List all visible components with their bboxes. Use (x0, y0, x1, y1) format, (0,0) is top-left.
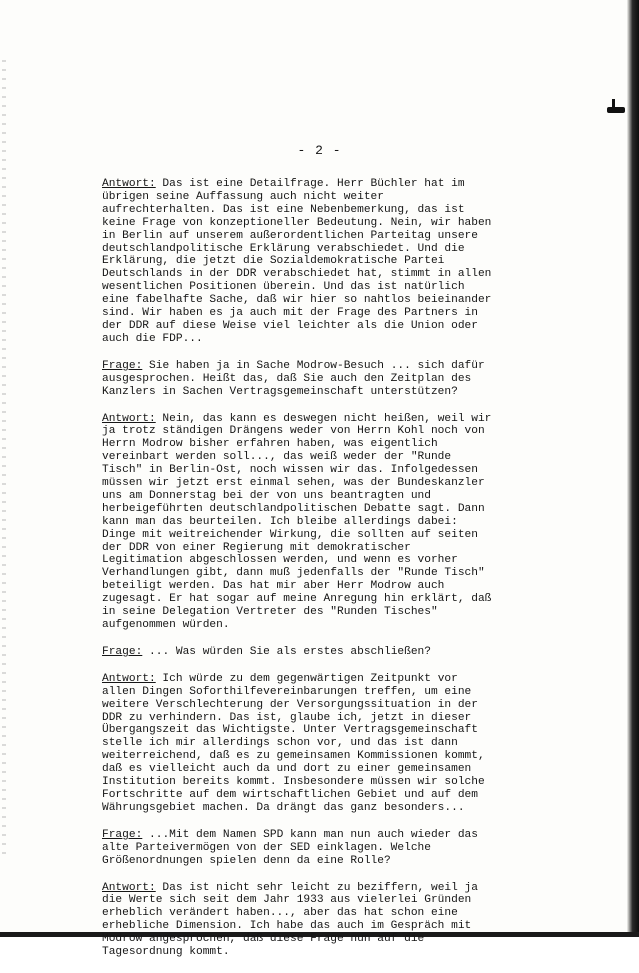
text-line: Tagesordnung kommt. (102, 946, 230, 959)
text-line: allen Dingen Soforthilfevereinbarungen treffen, um eine (102, 685, 472, 698)
page-number: - 2 - (297, 143, 342, 158)
text-line: erhebliche Dimension. Ich habe das auch im Gespräch mit (102, 920, 472, 933)
scan-ink-mark (607, 107, 625, 113)
text-line (102, 646, 524, 659)
paragraph-first-line-text: ...Mit dem Namen SPD kann man nun auch wieder das (142, 828, 478, 841)
text-line: Verhandlungen gibt, dann muß jedenfalls der "Runde Tisch" (102, 567, 485, 580)
text-line: aufrechterhalten. Das ist eine Nebenbemerkung, das ist (102, 203, 465, 216)
text-line: ja trotz ständigen Drängens weder von Herrn Kohl noch von (102, 425, 485, 438)
answer-paragraph (102, 178, 524, 346)
question-label: Frage: (102, 359, 143, 372)
answer-label: Antwort: (102, 672, 156, 685)
scan-left-edge-artifact (2, 60, 6, 860)
text-line: stelle ich mir allerdings schon vor, und das ist dann (102, 737, 458, 750)
text-line: Herrn Modrow bisher erfahren haben, was eigentlich (102, 438, 438, 451)
question-paragraph (102, 829, 524, 868)
answer-paragraph (102, 413, 524, 632)
text-line (102, 882, 524, 895)
question-paragraph (102, 646, 524, 659)
answer-label: Antwort: (102, 178, 156, 190)
text-line: in Berlin auf unserem außerordentlichen Parteitag unsere (102, 229, 478, 242)
text-line: in seine Delegation Vertreter des "Runden Tisches" (102, 606, 438, 619)
text-line: deutschlandpolitische Erklärung verabschiedet. Und die (102, 242, 465, 255)
question-label: Frage: (102, 828, 143, 841)
text-line: übrigen seine Auffassung auch nicht weiter (102, 190, 384, 203)
text-line: keine Frage von konzeptioneller Bedeutung. Nein, wir haben (102, 216, 492, 229)
text-line: kann man das beurteilen. Ich bleibe allerdings dabei: (102, 515, 458, 528)
text-line: vereinbart werden soll..., das weiß weder der "Runde (102, 451, 452, 464)
interview-transcript (102, 178, 524, 973)
text-line: weitere Verschlechterung der Versorgungssituation in der (102, 698, 478, 711)
text-line: Übergangszeit das Wichtigste. Unter Vertragsgemeinschaft (102, 724, 478, 737)
text-line: Fortschritte auf dem wirtschaftlichen Gebiet und auf dem (102, 788, 478, 801)
text-line (102, 673, 524, 686)
text-line (102, 178, 524, 191)
text-line: weiterreichend, daß es zu gemeinsamen Kommissionen kommt, (102, 750, 485, 763)
text-line: beteiligt werden. Das hat mir aber Herr Modrow auch (102, 580, 445, 593)
text-line (102, 360, 524, 373)
paragraph-first-line-text: ... Was würden Sie als erstes abschließen? (142, 645, 431, 658)
text-line: müssen wir jetzt erst einmal sehen, was der Bundeskanzler (102, 477, 485, 490)
text-line: sind. Wir haben es ja auch mit der Frage des Partners in (102, 307, 478, 320)
text-line: wesentlichen Positionen überein. Und das ist natürlich (102, 281, 465, 294)
text-line: daß es vielleicht auch da und dort zu einer gemeinsamen (102, 763, 472, 776)
text-line: Deutschlands in der DDR verabschiedet hat, stimmt in allen (102, 268, 492, 281)
text-line (102, 829, 524, 842)
text-line: Institution bereits kommt. Insbesondere müssen wir solche (102, 776, 485, 789)
text-line: Dinge mit weitreichender Wirkung, die sollten auf seiten (102, 528, 478, 541)
text-line: Größenordnungen spielen denn da eine Rolle? (102, 854, 391, 867)
answer-label: Antwort: (102, 881, 156, 894)
text-line: Tisch" in Berlin-Ost, noch wissen wir das. Infolgedessen (102, 464, 478, 477)
text-line: Währungsgebiet machen. Da drängt das ganz besonders... (102, 801, 465, 814)
text-line: auch die FDP... (102, 332, 203, 345)
answer-paragraph (102, 673, 524, 815)
text-line: uns am Donnerstag bei der von uns beantragten und (102, 489, 431, 502)
text-line: der DDR von einer Regierung mit demokratischer (102, 541, 411, 554)
text-line: ausgesprochen. Heißt das, daß Sie auch den Zeitplan des (102, 372, 472, 385)
answer-paragraph (102, 882, 524, 959)
text-line: alte Parteivermögen von der SED einklagen. Welche (102, 841, 431, 854)
text-line: Modrow angesprochen, daß diese Frage nun auf die (102, 933, 425, 946)
text-line: erheblich verändert haben..., aber das hat schon eine (102, 907, 458, 920)
text-line: aufgenommen würden. (102, 619, 230, 631)
paragraph-first-line-text: Das ist eine Detailfrage. Herr Büchler hat im (155, 178, 465, 190)
text-line: Legitimation abgeschlossen werden, und wenn es vorher (102, 554, 458, 567)
text-line: zugesagt. Er hat sogar auf meine Anregung hin erklärt, daß (102, 593, 492, 606)
text-line: die Werte sich seit dem Jahr 1933 aus vielerlei Gründen (102, 894, 472, 907)
paragraph-first-line-text: Das ist nicht sehr leicht zu beziffern, weil ja (155, 881, 478, 894)
text-line: eine fabelhafte Sache, daß wir hier so nahtlos beieinander (102, 294, 492, 307)
paragraph-first-line-text: Sie haben ja in Sache Modrow-Besuch ... sich dafür (142, 359, 485, 372)
text-line: Erklärung, die jetzt die Sozialdemokratische Partei (102, 255, 445, 268)
text-line: herbeigeführten deutschlandpolitischen Debatte sagt. Dann (102, 502, 485, 515)
question-paragraph (102, 360, 524, 399)
scan-right-edge-shadow (627, 0, 639, 937)
text-line: DDR zu verhindern. Das ist, glaube ich, jetzt in dieser (102, 711, 472, 724)
text-line: der DDR auf diese Weise viel leichter als die Union oder (102, 319, 478, 332)
paragraph-first-line-text: Ich würde zu dem gegenwärtigen Zeitpunkt vor (155, 672, 458, 685)
answer-label: Antwort: (102, 412, 156, 425)
question-label: Frage: (102, 645, 143, 658)
text-line (102, 413, 524, 426)
text-line: Kanzlers in Sachen Vertragsgemeinschaft unterstützen? (102, 385, 458, 398)
paragraph-first-line-text: Nein, das kann es deswegen nicht heißen, weil wir (155, 412, 492, 425)
